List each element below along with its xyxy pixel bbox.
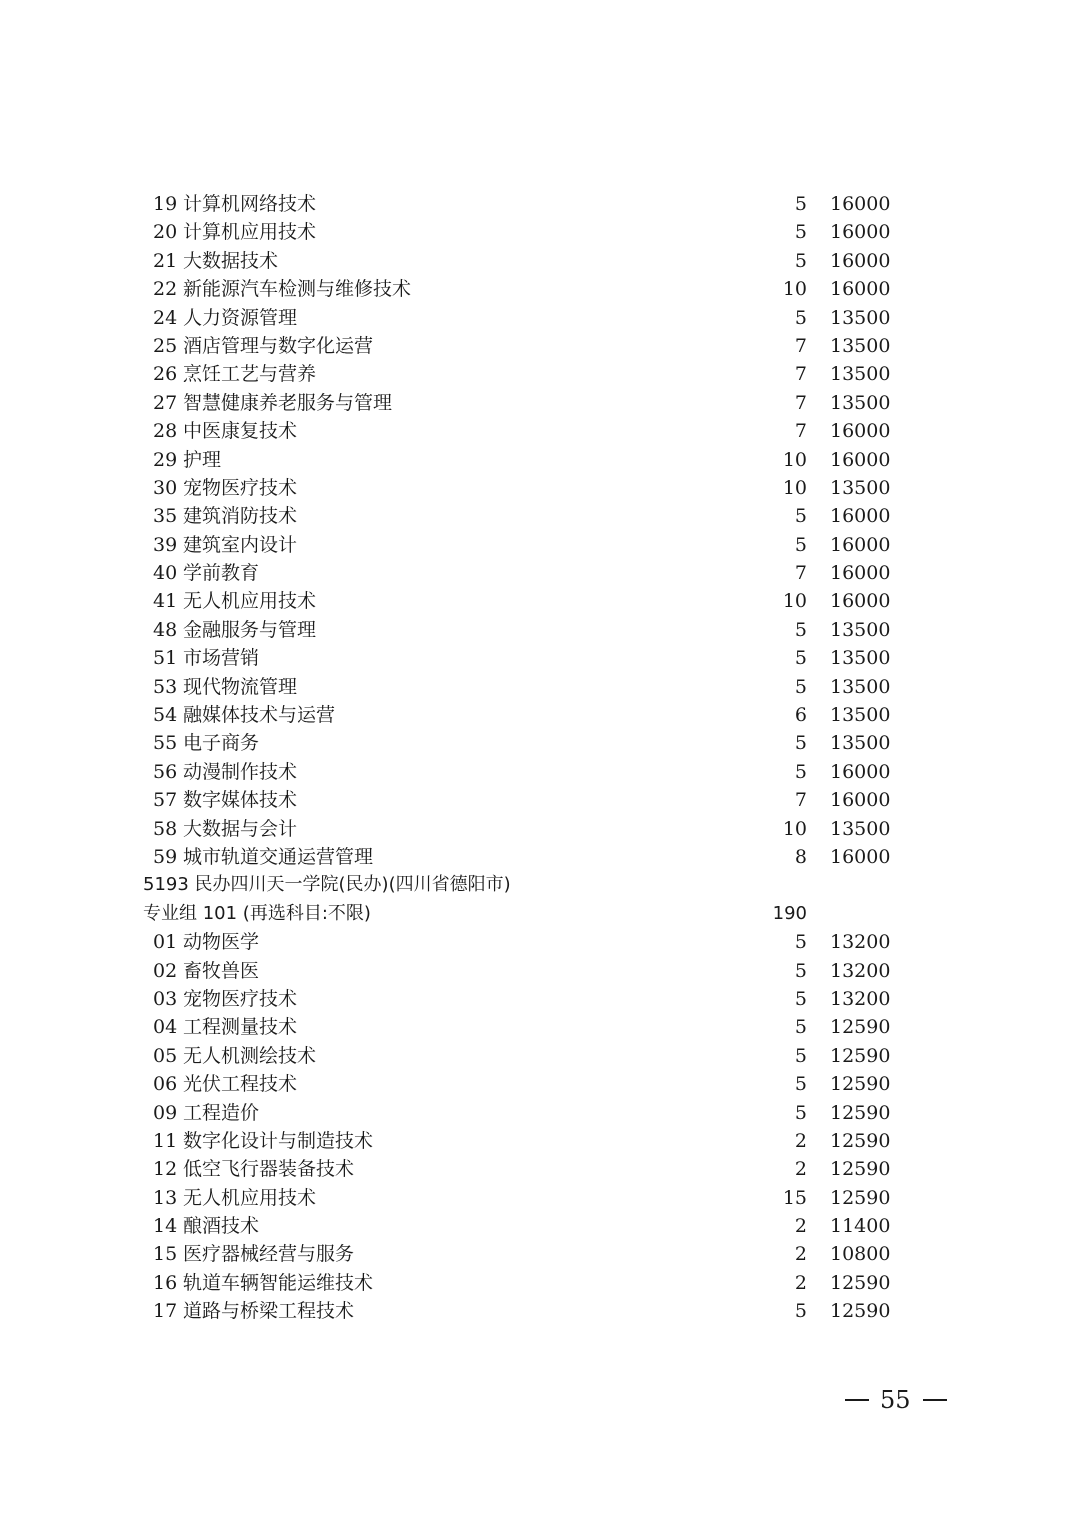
major-name: 轨道车辆智能运维技术	[183, 1271, 374, 1294]
tuition-fee: 12590	[830, 1186, 891, 1209]
table-row	[0, 1155, 1080, 1183]
major-name: 智慧健康养老服务与管理	[183, 391, 393, 414]
plan-count: 10	[782, 278, 807, 301]
plan-count: 10	[782, 817, 807, 840]
major-code: 17	[153, 1300, 178, 1323]
tuition-fee: 13500	[830, 732, 891, 755]
major-name: 医疗器械经营与服务	[183, 1243, 355, 1266]
major-code: 05	[153, 1044, 178, 1067]
major-name: 新能源汽车检测与维修技术	[183, 278, 412, 301]
major-code: 30	[153, 476, 178, 499]
footer-dash-right	[923, 1399, 947, 1401]
table-row	[0, 1297, 1080, 1325]
admission-list	[0, 190, 1080, 1326]
tuition-fee: 16000	[830, 249, 891, 272]
group-header	[0, 900, 1080, 928]
group-plan-total: 190	[772, 902, 807, 924]
major-code: 13	[153, 1186, 178, 1209]
plan-count: 5	[794, 193, 807, 215]
tuition-fee: 16000	[830, 278, 891, 301]
tuition-fee: 16000	[830, 420, 891, 443]
major-name: 金融服务与管理	[183, 618, 317, 641]
major-code: 51	[153, 647, 178, 670]
tuition-fee: 16000	[830, 590, 891, 613]
tuition-fee: 16000	[830, 760, 891, 783]
tuition-fee: 13500	[830, 334, 891, 357]
tuition-fee: 16000	[830, 562, 891, 585]
table-row	[0, 843, 1080, 871]
tuition-fee: 10800	[830, 1243, 891, 1266]
tuition-fee: 13500	[830, 704, 891, 727]
major-name: 工程测量技术	[183, 1016, 298, 1039]
school-title: 5193 民办四川天一学院(民办)(四川省德阳市)	[143, 874, 511, 896]
major-code: 41	[153, 590, 178, 613]
table-row	[0, 531, 1080, 559]
plan-count: 2	[794, 1243, 807, 1266]
major-code: 14	[153, 1215, 178, 1238]
major-code: 09	[153, 1101, 178, 1124]
plan-count: 5	[794, 505, 807, 528]
table-row	[0, 985, 1080, 1013]
major-code: 06	[153, 1073, 178, 1096]
tuition-fee: 13500	[830, 476, 891, 499]
plan-count: 5	[794, 647, 807, 670]
plan-count: 5	[794, 221, 807, 244]
major-name: 烹饪工艺与营养	[183, 363, 317, 386]
major-code: 59	[153, 845, 178, 868]
plan-count: 2	[794, 1158, 807, 1181]
table-row	[0, 502, 1080, 530]
major-code: 24	[153, 306, 178, 329]
table-row	[0, 616, 1080, 644]
major-name: 无人机应用技术	[183, 1186, 317, 1209]
major-name: 市场营销	[183, 647, 260, 670]
tuition-fee: 16000	[830, 448, 891, 471]
table-row	[0, 1070, 1080, 1098]
plan-count: 7	[794, 562, 807, 585]
major-code: 04	[153, 1016, 178, 1039]
plan-count: 7	[794, 391, 807, 414]
plan-count: 5	[794, 1044, 807, 1067]
plan-count: 6	[794, 704, 807, 727]
major-name: 数字化设计与制造技术	[183, 1129, 374, 1152]
major-code: 26	[153, 363, 178, 386]
tuition-fee: 13500	[830, 647, 891, 670]
plan-count: 10	[782, 590, 807, 613]
plan-count: 5	[794, 1101, 807, 1124]
tuition-fee: 13500	[830, 675, 891, 698]
plan-count: 7	[794, 420, 807, 443]
major-name: 无人机应用技术	[183, 590, 317, 613]
table-row	[0, 275, 1080, 303]
plan-count: 5	[794, 987, 807, 1010]
major-name: 学前教育	[183, 562, 260, 585]
table-row	[0, 1127, 1080, 1155]
plan-count: 8	[794, 845, 807, 868]
tuition-fee: 13500	[830, 363, 891, 386]
major-name: 电子商务	[183, 732, 260, 755]
group-title: 专业组 101 (再选科目:不限)	[143, 902, 371, 924]
major-code: 19	[153, 193, 178, 215]
plan-count: 2	[794, 1271, 807, 1294]
table-row	[0, 1099, 1080, 1127]
major-name: 大数据技术	[183, 249, 279, 272]
plan-count: 5	[794, 1016, 807, 1039]
plan-count: 5	[794, 931, 807, 954]
major-name: 无人机测绘技术	[183, 1044, 317, 1067]
page-footer	[843, 1383, 953, 1417]
major-code: 03	[153, 987, 178, 1010]
table-row	[0, 1269, 1080, 1297]
major-code: 39	[153, 533, 178, 556]
major-code: 53	[153, 675, 178, 698]
tuition-fee: 12590	[830, 1016, 891, 1039]
major-code: 48	[153, 618, 178, 641]
major-name: 护理	[183, 448, 222, 471]
table-row	[0, 474, 1080, 502]
plan-count: 15	[782, 1186, 807, 1209]
major-name: 低空飞行器装备技术	[183, 1158, 355, 1181]
table-row	[0, 587, 1080, 615]
table-row	[0, 1184, 1080, 1212]
major-code: 01	[153, 931, 178, 954]
table-row	[0, 729, 1080, 757]
plan-count: 2	[794, 1129, 807, 1152]
school-header	[0, 871, 1080, 899]
table-row	[0, 1240, 1080, 1268]
major-list-previous-school	[0, 190, 1080, 871]
major-name: 道路与桥梁工程技术	[183, 1300, 355, 1323]
plan-count: 7	[794, 363, 807, 386]
plan-count: 5	[794, 675, 807, 698]
table-row	[0, 786, 1080, 814]
major-code: 12	[153, 1158, 178, 1181]
table-row	[0, 247, 1080, 275]
plan-count: 5	[794, 533, 807, 556]
table-row	[0, 928, 1080, 956]
tuition-fee: 12590	[830, 1073, 891, 1096]
tuition-fee: 12590	[830, 1101, 891, 1124]
plan-count: 7	[794, 789, 807, 812]
tuition-fee: 16000	[830, 533, 891, 556]
table-row	[0, 1042, 1080, 1070]
major-code: 56	[153, 760, 178, 783]
major-code: 11	[153, 1129, 178, 1152]
plan-count: 7	[794, 334, 807, 357]
tuition-fee: 16000	[830, 789, 891, 812]
plan-count: 5	[794, 249, 807, 272]
tuition-fee: 13500	[830, 618, 891, 641]
table-row	[0, 332, 1080, 360]
table-row	[0, 389, 1080, 417]
table-row	[0, 1212, 1080, 1240]
major-name: 计算机应用技术	[183, 221, 317, 244]
tuition-fee: 13500	[830, 817, 891, 840]
plan-count: 5	[794, 306, 807, 329]
table-row	[0, 1013, 1080, 1041]
major-name: 酒店管理与数字化运营	[183, 334, 374, 357]
major-name: 畜牧兽医	[183, 959, 260, 982]
tuition-fee: 12590	[830, 1271, 891, 1294]
major-code: 29	[153, 448, 178, 471]
tuition-fee: 13200	[830, 987, 891, 1010]
major-code: 28	[153, 420, 178, 443]
major-name: 动漫制作技术	[183, 760, 298, 783]
tuition-fee: 12590	[830, 1044, 891, 1067]
major-name: 建筑室内设计	[183, 533, 298, 556]
major-code: 25	[153, 334, 178, 357]
plan-count: 5	[794, 618, 807, 641]
major-code: 16	[153, 1271, 178, 1294]
tuition-fee: 12590	[830, 1158, 891, 1181]
major-name: 融媒体技术与运营	[183, 704, 336, 727]
major-name: 大数据与会计	[183, 817, 298, 840]
tuition-fee: 16000	[830, 193, 891, 215]
table-row	[0, 360, 1080, 388]
plan-count: 5	[794, 1073, 807, 1096]
table-row	[0, 446, 1080, 474]
major-code: 02	[153, 959, 178, 982]
major-name: 计算机网络技术	[183, 193, 317, 215]
major-code: 15	[153, 1243, 178, 1266]
tuition-fee: 11400	[830, 1215, 891, 1238]
major-name: 数字媒体技术	[183, 789, 298, 812]
major-code: 58	[153, 817, 178, 840]
plan-count: 5	[794, 760, 807, 783]
major-name: 建筑消防技术	[183, 505, 298, 528]
major-name: 动物医学	[183, 931, 260, 954]
major-code: 27	[153, 391, 178, 414]
major-name: 酿酒技术	[183, 1215, 260, 1238]
major-name: 宠物医疗技术	[183, 476, 298, 499]
table-row	[0, 758, 1080, 786]
tuition-fee: 13200	[830, 959, 891, 982]
table-row	[0, 304, 1080, 332]
table-row	[0, 701, 1080, 729]
major-name: 工程造价	[183, 1101, 260, 1124]
table-row	[0, 957, 1080, 985]
tuition-fee: 13200	[830, 931, 891, 954]
major-code: 40	[153, 562, 178, 585]
major-code: 55	[153, 732, 178, 755]
plan-count: 5	[794, 732, 807, 755]
major-name: 城市轨道交通运营管理	[183, 845, 374, 868]
major-name: 宠物医疗技术	[183, 987, 298, 1010]
tuition-fee: 13500	[830, 391, 891, 414]
tuition-fee: 12590	[830, 1129, 891, 1152]
table-row	[0, 815, 1080, 843]
tuition-fee: 16000	[830, 221, 891, 244]
major-code: 35	[153, 505, 178, 528]
table-row	[0, 417, 1080, 445]
major-list-group-101	[0, 928, 1080, 1325]
tuition-fee: 16000	[830, 845, 891, 868]
table-row	[0, 673, 1080, 701]
tuition-fee: 16000	[830, 505, 891, 528]
tuition-fee: 13500	[830, 306, 891, 329]
major-name: 光伏工程技术	[183, 1073, 298, 1096]
major-code: 57	[153, 789, 178, 812]
table-row	[0, 218, 1080, 246]
plan-count: 2	[794, 1215, 807, 1238]
table-row	[0, 644, 1080, 672]
plan-count: 5	[794, 959, 807, 982]
page-number: 55	[880, 1386, 911, 1414]
major-name: 中医康复技术	[183, 420, 298, 443]
major-code: 54	[153, 704, 178, 727]
plan-count: 10	[782, 476, 807, 499]
table-row	[0, 190, 1080, 218]
plan-count: 10	[782, 448, 807, 471]
major-code: 21	[153, 249, 178, 272]
major-name: 人力资源管理	[183, 306, 298, 329]
major-code: 22	[153, 278, 178, 301]
footer-dash-left	[845, 1399, 869, 1401]
major-code: 20	[153, 221, 178, 244]
table-row	[0, 559, 1080, 587]
major-name: 现代物流管理	[183, 675, 298, 698]
plan-count: 5	[794, 1300, 807, 1323]
tuition-fee: 12590	[830, 1300, 891, 1323]
